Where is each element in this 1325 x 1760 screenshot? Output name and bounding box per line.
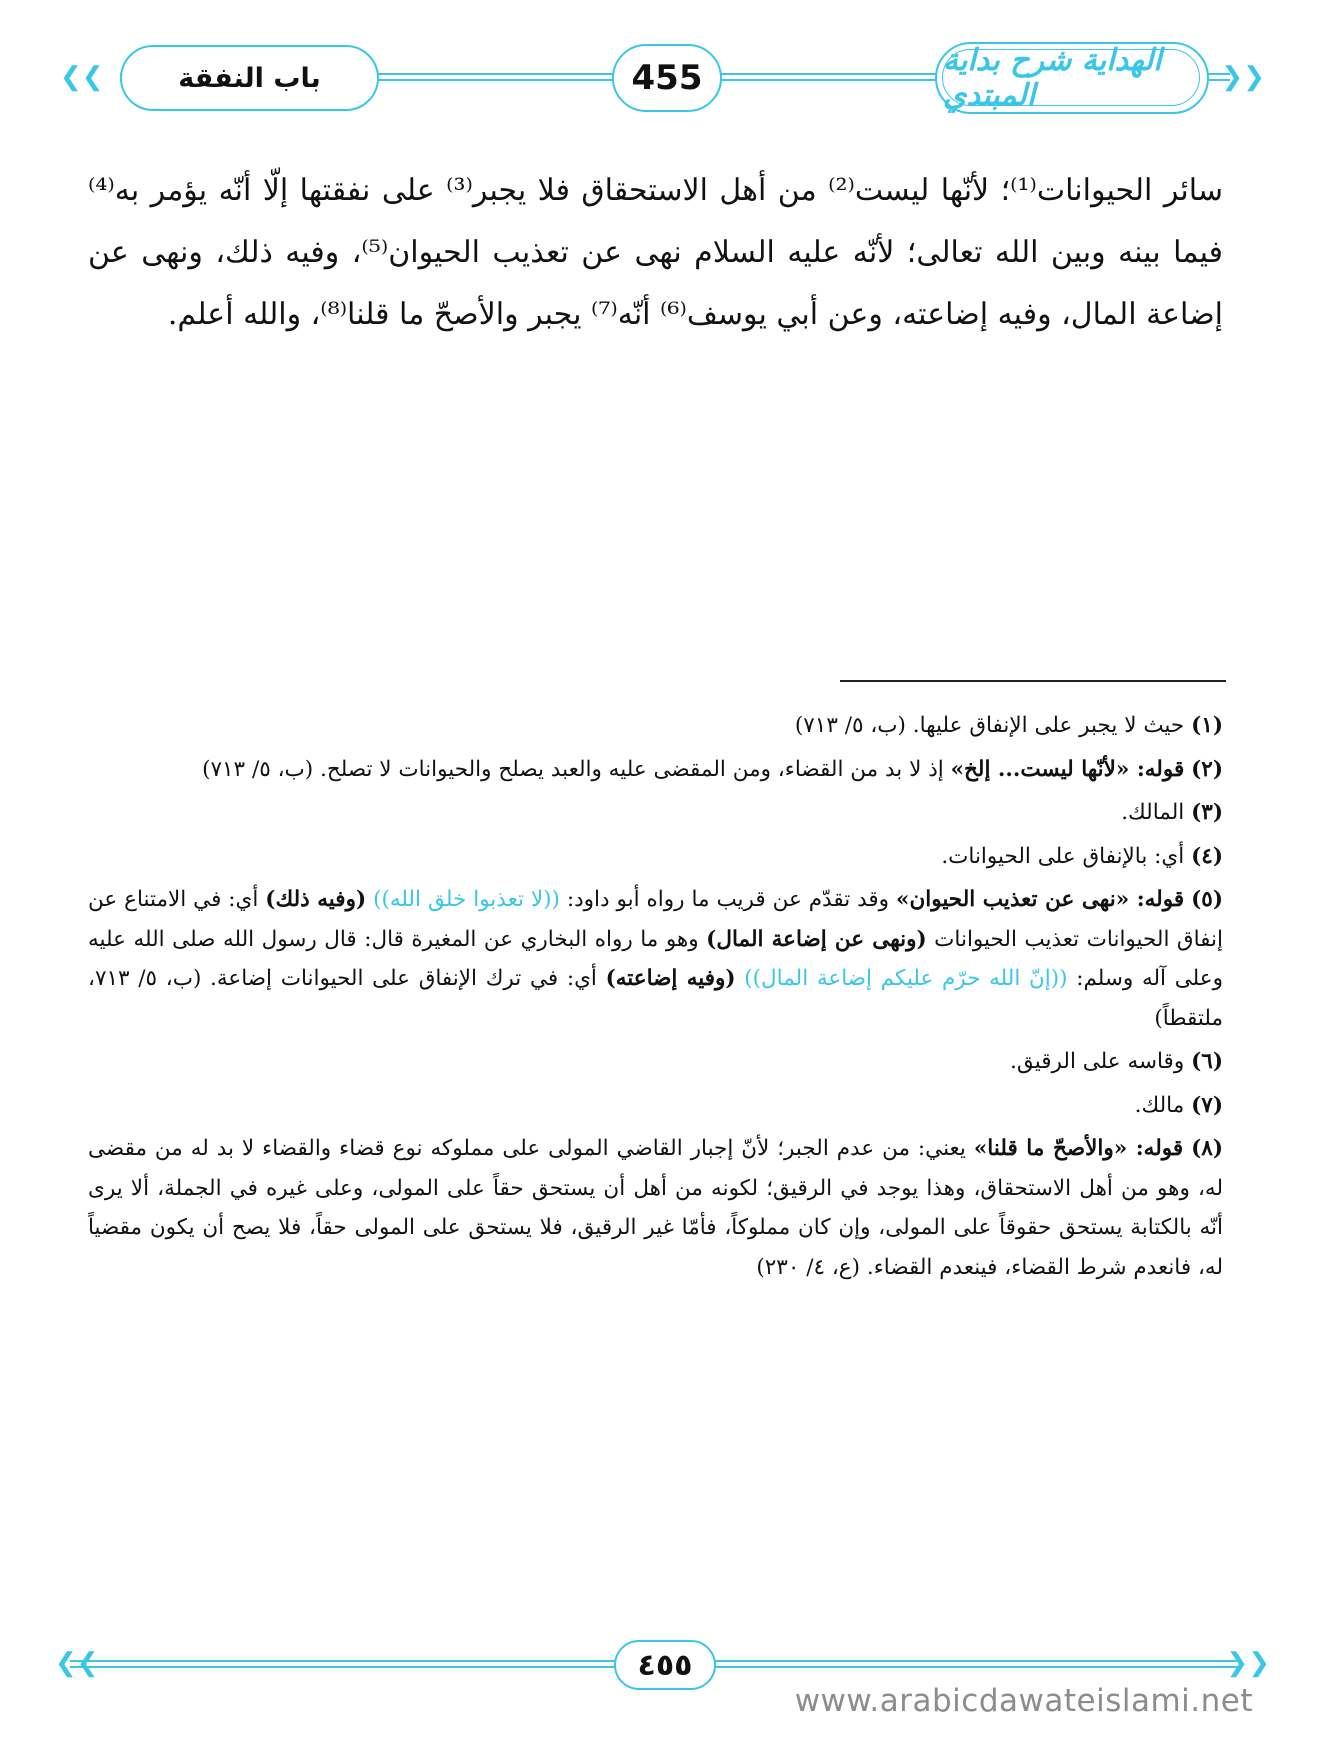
footer-page-number-box	[614, 1640, 716, 1690]
footnote-separator	[840, 680, 1226, 682]
book-title-box	[935, 42, 1209, 114]
footnote-2: (٢) قوله: «لأنّها ليست... إلخ» إذ لا بد من القضاء، ومن المقضى عليه والعبد يصلح والحيوانات لا تصلح. (ب، ٥/ ٧١٣)	[202, 756, 1223, 782]
hadith-quote: ((إنّ الله حرّم عليكم إضاعة المال))	[744, 966, 1068, 991]
footnote-6: (٦) وقاسه على الرقيق.	[1010, 1049, 1223, 1074]
footnote-1: (١) حيث لا يجبر على الإنفاق عليها. (ب، ٥/ ٧١٣)	[794, 713, 1223, 738]
book-title-logo: الهداية شرح بداية المبتدي	[943, 42, 1162, 113]
footnotes	[88, 706, 1223, 1291]
footer-right-flourish-icon: ❯❯	[1226, 1648, 1270, 1678]
footer-left-flourish-icon: ❮❮	[55, 1648, 99, 1678]
page-header	[0, 40, 1325, 130]
book-title-inner	[942, 42, 1200, 113]
footnote-8: (٨) قوله: «والأصحّ ما قلنا» يعني: من عدم الجبر؛ لأنّ إجبار القاضي المولى على مملوكه نوع قضاء والقضاء لا بد له من مقضى له، وهو من أهل الاستحقاق، وهذا يوجد في الرقيق؛ لكونه من أهل أن يستحق حقاً على المولى، وعلى غيره في الجملة، ألا يرى أنّه بالكتابة يستحق حقوقاً على المولى، وإن كان مملوكاً، فأمّا غير الرقيق، فلا يستحق على المولى حقاً، فلا يصح أن يكون مقضياً له، فانعدم شرط القضاء، فينعدم القضاء. (ع، ٤/ ٢٣٠)	[88, 1136, 1223, 1280]
left-flourish-icon: ❮❮	[60, 62, 104, 92]
footnote-7: (٧) مالك.	[1134, 1092, 1223, 1118]
footnote-5: (٥) قوله: «نهى عن تعذيب الحيوان» وقد تقدّم عن قريب ما رواه أبو داود: ((لا تعذبوا خلق الله)) (وفيه ذلك) أي: في الامتناع عن إنفاق الحيوانات تعذيب الحيوانات (ونهى عن إضاعة المال) وهو ما رواه البخاري عن المغيرة قال: قال رسول الله صلى الله عليه وعلى آله وسلم: ((إنّ الله حرّم عليكم إضاعة المال)) (وفيه إضاعته) أي: في ترك الإنفاق على الحيوانات إضاعة. (ب، ٥/ ٧١٣، ملتقطاً)	[88, 887, 1223, 1031]
website-url: www.arabicdawateislami.net	[794, 1683, 1253, 1719]
footer-page-number: ٤٥٥	[637, 1647, 693, 1683]
main-paragraph: سائر الحيوانات⁽¹⁾؛ لأنّها ليست⁽²⁾ من أهل الاستحقاق فلا يجبر⁽³⁾ على نفقتها إلّا أنّه يؤمر به⁽⁴⁾ فيما بينه وبين الله تعالى؛ لأنّه عليه السلام نهى عن تعذيب الحيوان⁽⁵⁾، وفيه ذلك، ونهى عن إضاعة المال، وفيه إضاعته، وعن أبي يوسف⁽⁶⁾ أنّه⁽⁷⁾ يجبر والأصحّ ما قلنا⁽⁸⁾، والله أعلم.	[88, 173, 1224, 332]
right-flourish-icon: ❯❯	[1221, 62, 1265, 92]
page-number-box	[612, 44, 722, 112]
chapter-title-box	[120, 45, 379, 111]
chapter-title: باب النفقة	[178, 62, 321, 94]
page-number: 455	[631, 58, 703, 98]
footnote-4: (٤) أي: بالإنفاق على الحيوانات.	[941, 843, 1223, 869]
main-text	[88, 160, 1223, 346]
hadith-quote: ((لا تعذبوا خلق الله))	[373, 887, 560, 912]
footnote-3: (٣) المالك.	[1121, 800, 1223, 825]
